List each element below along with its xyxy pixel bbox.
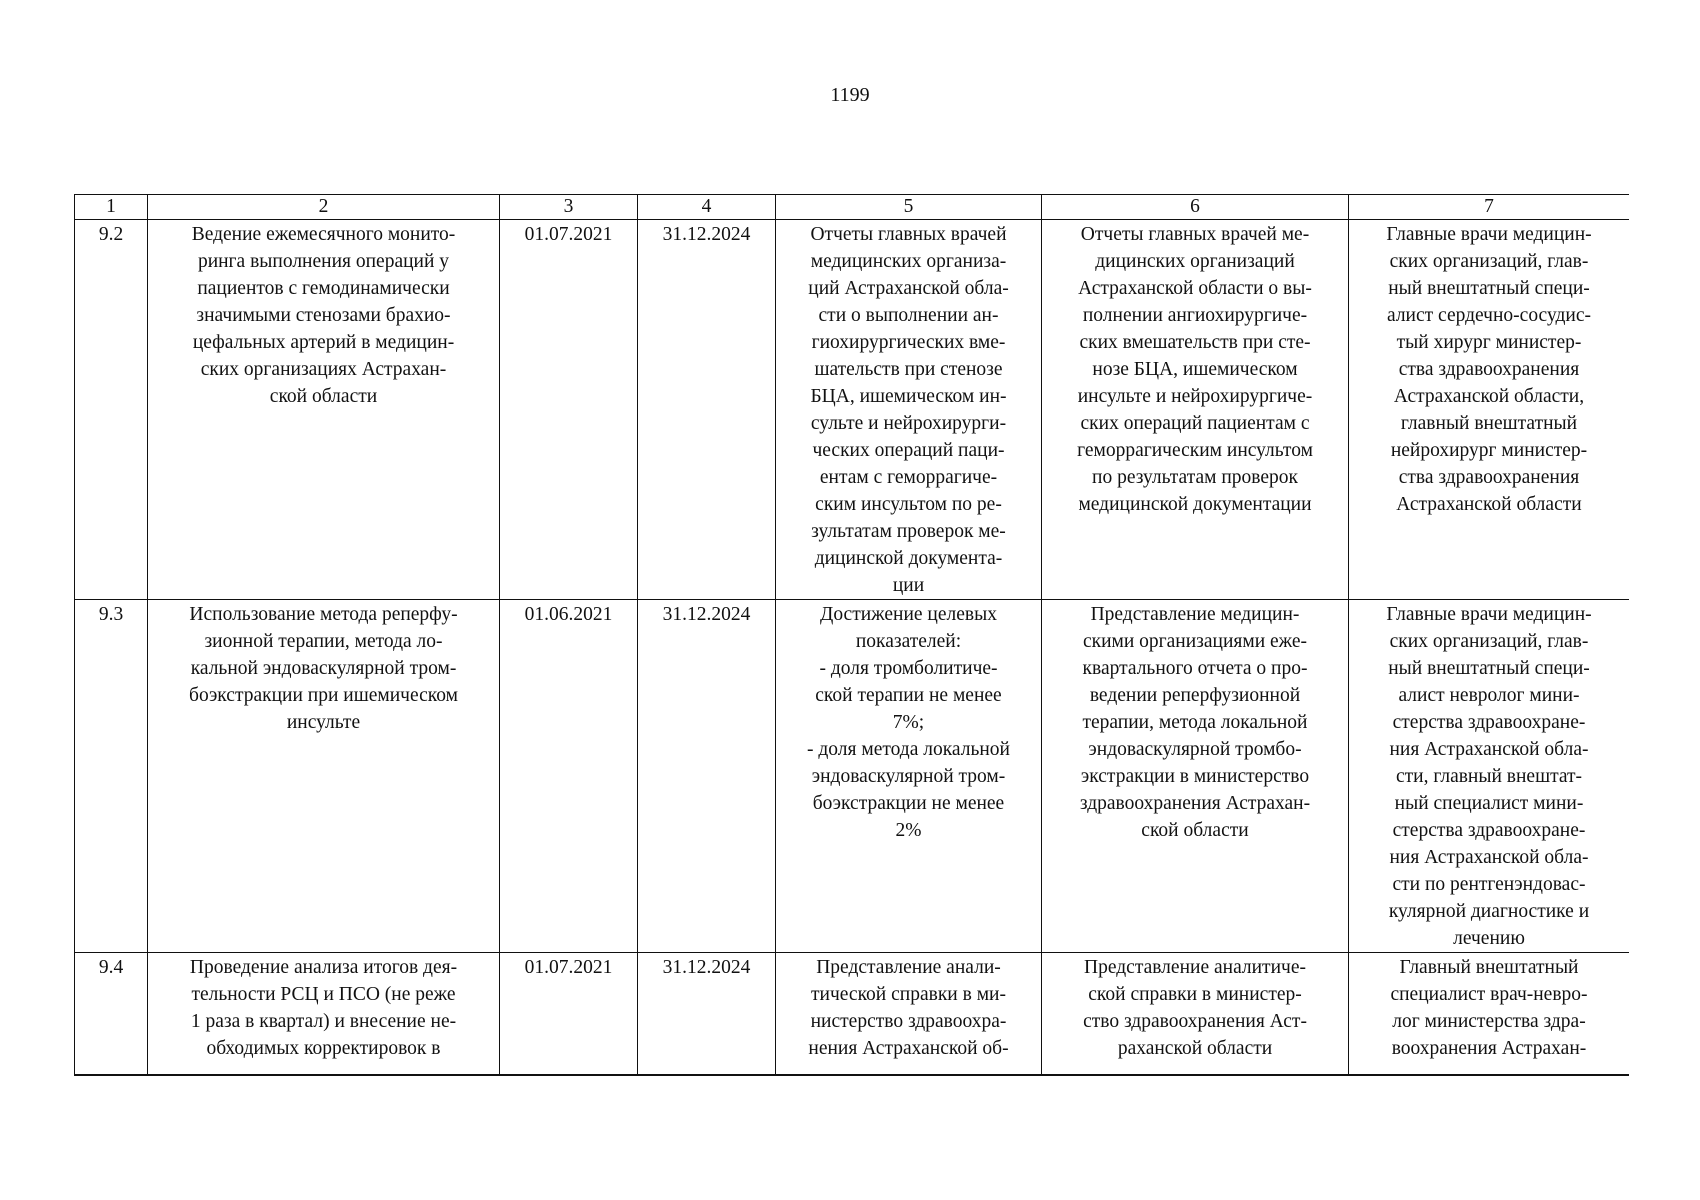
cell-line: нейрохирург министер- xyxy=(1390,440,1588,461)
cell-line: ный внештатный специ- xyxy=(1388,658,1590,679)
cell-line: зультатам проверок ме- xyxy=(811,521,1006,542)
cell-line: по результатам проверок xyxy=(1092,467,1298,488)
cell-line: Главные врачи медицин- xyxy=(1386,604,1592,625)
cell-line: тической справки в ми- xyxy=(811,984,1006,1005)
cell-line: Главный внештатный xyxy=(1399,957,1579,978)
column-header: 7 xyxy=(1349,195,1630,220)
cell-line: главный внештатный xyxy=(1400,413,1578,434)
cell-line: Представление анали- xyxy=(816,957,1001,978)
cell-line: специалист врач-невро- xyxy=(1390,984,1588,1005)
cell-line: боэкстракции при ишемическом xyxy=(189,685,458,706)
cell-line: сти по рентгенэндовас- xyxy=(1392,874,1586,895)
end-date-cell: 31.12.2024 xyxy=(638,953,776,1075)
cell-line: боэкстракции не менее xyxy=(812,793,1005,814)
cell-line: ства здравоохранения xyxy=(1398,359,1580,380)
cell-line: шательств при стенозе xyxy=(814,359,1003,380)
result-cell xyxy=(776,953,1042,1075)
cell-line: Астраханской области, xyxy=(1393,386,1585,407)
cell-line: сульте и нейрохирурги- xyxy=(810,413,1007,434)
cell-line: ской области xyxy=(1141,820,1249,841)
cell-line: зионной терапии, метода ло- xyxy=(204,631,443,652)
column-header: 3 xyxy=(500,195,638,220)
cell-line: тый хирург министер- xyxy=(1396,332,1582,353)
row-number-cell: 9.4 xyxy=(75,953,148,1075)
cell-line: терапии, метода локальной xyxy=(1082,712,1308,733)
cell-line: ций Астраханской обла- xyxy=(808,278,1009,299)
cell-line: кальной эндоваскулярной тром- xyxy=(190,658,457,679)
cell-line: Использование метода реперфу- xyxy=(189,604,458,625)
cell-line: эндоваскулярной тром- xyxy=(811,766,1006,787)
column-header: 4 xyxy=(638,195,776,220)
cell-line: стерства здравоохране- xyxy=(1392,820,1586,841)
cell-line: Проведение анализа итогов дея- xyxy=(189,957,458,978)
cell-line: ринга выполнения операций у xyxy=(197,251,450,272)
cell-line: ства здравоохранения xyxy=(1398,467,1580,488)
control-form-cell xyxy=(1042,953,1349,1075)
column-header: 1 xyxy=(75,195,148,220)
cell-line: сти, главный внештат- xyxy=(1395,766,1583,787)
end-date-cell: 31.12.2024 xyxy=(638,220,776,600)
cell-line: полнении ангиохирургиче- xyxy=(1082,305,1308,326)
result-cell xyxy=(776,600,1042,953)
cell-line: Представление аналитиче- xyxy=(1084,957,1306,978)
cell-line: воохранения Астрахан- xyxy=(1391,1038,1587,1059)
cell-line: ентам с геморрагиче- xyxy=(819,467,998,488)
cell-line: ских организациях Астрахан- xyxy=(200,359,447,380)
row-number-cell: 9.2 xyxy=(75,220,148,600)
cell-line: эндоваскулярной тромбо- xyxy=(1088,739,1302,760)
cell-line: ческих операций паци- xyxy=(812,440,1005,461)
page-number: 1199 xyxy=(830,84,870,106)
cell-line: лог министерства здра- xyxy=(1392,1011,1586,1032)
cell-line: скими организациями еже- xyxy=(1082,631,1308,652)
cell-line: ный внештатный специ- xyxy=(1388,278,1590,299)
control-form-cell xyxy=(1042,600,1349,953)
cell-line: БЦА, ишемическом ин- xyxy=(810,386,1007,407)
cell-line: Достижение целевых xyxy=(820,604,997,625)
cell-line: гиохирургических вме- xyxy=(811,332,1006,353)
cell-line: Представление медицин- xyxy=(1090,604,1300,625)
responsible-cell xyxy=(1349,600,1630,953)
action-cell xyxy=(148,953,500,1075)
cell-line: Отчеты главных врачей xyxy=(810,224,1007,245)
cell-line: кулярной диагностике и xyxy=(1388,901,1590,922)
plan-table xyxy=(74,194,1629,1075)
row-number-cell: 9.3 xyxy=(75,600,148,953)
cell-line: Отчеты главных врачей ме- xyxy=(1080,224,1310,245)
cell-line: стерства здравоохране- xyxy=(1392,712,1586,733)
cell-line: дицинских организаций xyxy=(1095,251,1295,272)
cell-line: сти о выполнении ан- xyxy=(818,305,999,326)
cell-line: значимыми стенозами брахио- xyxy=(196,305,451,326)
cell-line: цефальных артерий в медицин- xyxy=(192,332,455,353)
cell-line: ских вмешательств при сте- xyxy=(1079,332,1311,353)
cell-line: нозе БЦА, ишемическом xyxy=(1092,359,1298,380)
cell-line: показателей: xyxy=(855,631,962,652)
cell-line: Главные врачи медицин- xyxy=(1386,224,1592,245)
cell-line: ским инсультом по ре- xyxy=(815,494,1002,515)
column-header: 6 xyxy=(1042,195,1349,220)
cell-line: 2% xyxy=(895,820,922,841)
cell-line: - доля метода локальной xyxy=(807,739,1010,760)
table-row xyxy=(75,600,1630,953)
cell-line: ции xyxy=(892,575,925,596)
cell-line: ния Астраханской обла- xyxy=(1389,739,1589,760)
cell-line: инсульте и нейрохирургиче- xyxy=(1077,386,1313,407)
result-cell xyxy=(776,220,1042,600)
control-form-cell xyxy=(1042,220,1349,600)
cell-line: ведении реперфузионной xyxy=(1089,685,1301,706)
responsible-cell xyxy=(1349,220,1630,600)
cell-line: ских организаций, глав- xyxy=(1389,631,1589,652)
start-date-cell: 01.07.2021 xyxy=(500,220,638,600)
responsible-cell xyxy=(1349,953,1630,1075)
cell-line: нистерство здравоохра- xyxy=(810,1011,1007,1032)
cell-line: ный специалист мини- xyxy=(1394,793,1584,814)
cell-line: обходимых корректировок в xyxy=(206,1038,441,1059)
cell-line: ской терапии не менее xyxy=(815,685,1002,706)
cell-line: ских организаций, глав- xyxy=(1389,251,1589,272)
cell-line: лечению xyxy=(1453,928,1525,949)
cell-line: дицинской документа- xyxy=(814,548,1003,569)
header-row xyxy=(75,195,1630,220)
cell-line: инсульте xyxy=(286,712,361,733)
action-cell xyxy=(148,600,500,953)
cell-line: Астраханской области xyxy=(1396,494,1582,515)
cell-line: квартального отчета о про- xyxy=(1082,658,1308,679)
cell-line: нения Астраханской об- xyxy=(808,1038,1009,1059)
column-header: 5 xyxy=(776,195,1042,220)
cell-line: ской области xyxy=(269,386,378,407)
cell-line: ство здравоохранения Аст- xyxy=(1083,1011,1307,1032)
table-row xyxy=(75,220,1630,600)
cell-line: медицинских организа- xyxy=(810,251,1007,272)
cell-line: алист невролог мини- xyxy=(1398,685,1580,706)
cell-line: пациентов с гемодинамически xyxy=(197,278,450,299)
end-date-cell: 31.12.2024 xyxy=(638,600,776,953)
cell-line: геморрагическим инсультом xyxy=(1077,440,1313,461)
start-date-cell: 01.07.2021 xyxy=(500,953,638,1075)
column-header: 2 xyxy=(148,195,500,220)
cell-line: Ведение ежемесячного монито- xyxy=(191,224,456,245)
cell-line: 7%; xyxy=(892,712,925,733)
action-cell xyxy=(148,220,500,600)
cell-line: тельности РСЦ и ПСО (не реже xyxy=(191,984,456,1005)
cell-line: Астраханской области о вы- xyxy=(1078,278,1312,299)
cell-line: ских операций пациентам с xyxy=(1080,413,1310,434)
cell-line: раханской области xyxy=(1117,1038,1273,1059)
cell-line: экстракции в министерство xyxy=(1080,766,1310,787)
start-date-cell: 01.06.2021 xyxy=(500,600,638,953)
cell-line: ской справки в министер- xyxy=(1088,984,1302,1005)
plan-table-container xyxy=(74,194,1629,1076)
cell-line: 1 раза в квартал) и внесение не- xyxy=(190,1011,457,1032)
table-row xyxy=(75,953,1630,1075)
cell-line: ния Астраханской обла- xyxy=(1389,847,1589,868)
cell-line: здравоохранения Астрахан- xyxy=(1079,793,1311,814)
cell-line: медицинской документации xyxy=(1078,494,1312,515)
cell-line: - доля тромболитиче- xyxy=(819,658,998,679)
cell-line: алист сердечно-сосудис- xyxy=(1387,305,1591,326)
